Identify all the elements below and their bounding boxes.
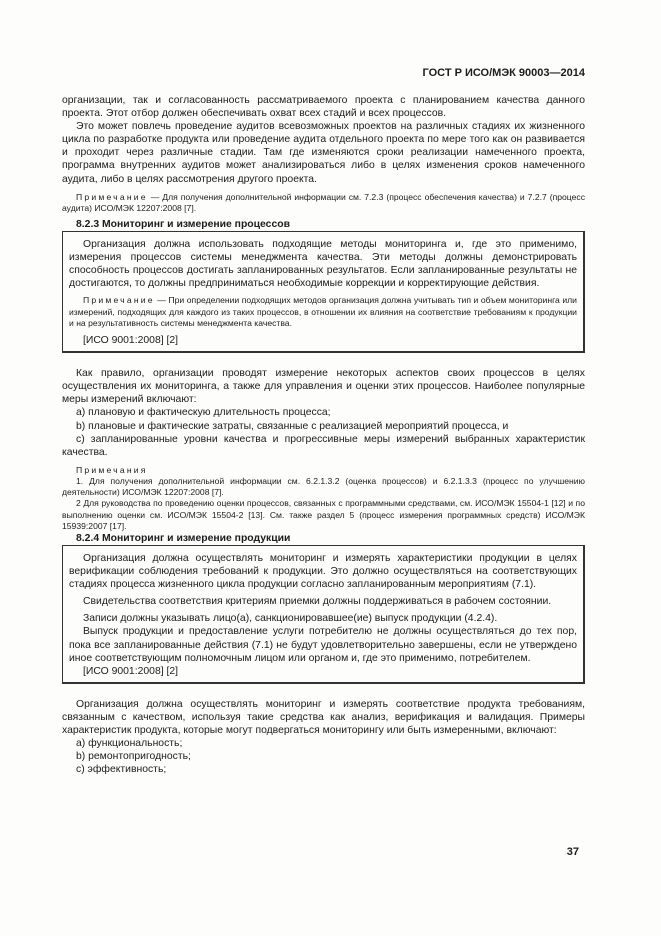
- notes-2-label: Примечания: [76, 464, 148, 475]
- document-header: ГОСТ Р ИСО/МЭК 90003—2014: [422, 67, 585, 79]
- page-body: [62, 0, 585, 776]
- note-1-label: Примечание: [76, 191, 148, 202]
- box-2-para-1: Организация должна осуществлять мониторинг и измерять характеристики продукции в целях верификации соблюдения требований к продукции. Это должно осуществляться на соответствующих стадиях процесса жизненного цикла продукции согласно запланированным мероприятиям (7.1).: [69, 553, 577, 591]
- section-8-2-4-title: 8.2.4 Мониторинг и измерение продукции: [76, 533, 291, 545]
- section-8-2-3-title: 8.2.3 Мониторинг и измерение процессов: [76, 219, 290, 231]
- paragraph-4: Организация должна осуществлять мониторинг и измерять соответствие продукта требованиям, связанным с качеством, используя такие средства как анализ, верификация и валидация. Примеры характеристик продукта, которые могут подвергаться мониторингу или быть измеренными, включают:: [62, 698, 585, 737]
- box-1-text: Организация должна использовать подходящие методы мониторинга и, где это применимо, измерения процессов системы менеджмента качества. Эти методы должны демонстрировать способность процессов достигать запланированных результатов. Если запланированные результаты не достигаются, то должны предприниматься необходимые коррекции и корректирующие действия.: [69, 239, 577, 290]
- box-2-para-4: Выпуск продукции и предоставление услуги потребителю не должны осуществляться до тех пор, пока все запланированные действия (7.1) не будут удовлетворительно завершены, если не утверждено иное соответствующим полномочным лицом или органом и, где это применимо, потребителем.: [69, 626, 577, 664]
- notes-2-item-1: 1. Для получения дополнительной информации см. 6.2.1.3.2 (оценка процессов) и 6.2.1.3.3 (процесс по улучшению деятельности) ИСО/МЭК 12207:2008 [7].: [62, 476, 585, 498]
- box-1-note-label: Примечание: [83, 295, 155, 306]
- notes-2-item-2: 2 Для руководства по проведению оценки процессов, связанных с программными средствами, см. ИСО/МЭК 15504-1 [12] и по выполнению оценки см. ИСО/МЭК 15504-2 [13]. См. также раздел 5 (процесс измерения программных средств) ИСО/МЭК 15939:2007 [17].: [62, 498, 585, 531]
- note-1: [62, 192, 585, 214]
- list-2-item-a: a) функциональность;: [76, 738, 183, 750]
- list-1-item-a: a) плановую и фактическую длительность процесса;: [76, 407, 331, 419]
- paragraph-3: Как правило, организации проводят измерение некоторых аспектов своих процессов в целях осуществления их мониторинга, а также для управления и оценки этих процессов. Наиболее популярные меры измерений включают:: [62, 368, 585, 406]
- paragraph-2: Это может повлечь проведение аудитов всевозможных проектов на различных стадиях их жизненного цикла по разработке продукта или проведение аудита отдельного проекта по мере того как он развивается и проходит через различные стадии. Там где изменяются сроки реализации намеченного проекта, программа внутренних аудитов может анализироваться либо в целях изменения сроков намеченного аудита, либо в целях рассмотрения другого проекта.: [62, 121, 585, 185]
- box-1-note-text: — При определении подходящих методов организация должна учитывать тип и объем мониторинга или измерений, подходящих для каждого из таких процессов, в отношении их влияния на соответствие требованиям к продукции и на результативность системы менеджмента качества.: [69, 295, 577, 328]
- box-1-reference: [ИСО 9001:2008] [2]: [83, 335, 179, 347]
- box-2-para-3: Записи должны указывать лицо(а), санкционировавшее(ие) выпуск продукции (4.2.4).: [83, 613, 498, 625]
- quote-box-8-2-3: [62, 231, 585, 353]
- list-1-item-b: b) плановые и фактические затраты, связанные с реализацией мероприятий процесса, и: [76, 420, 509, 432]
- box-2-para-2: Свидетельства соответствия критериям приемки должны поддерживаться в рабочем состоянии.: [83, 596, 552, 608]
- box-2-reference: [ИСО 9001:2008] [2]: [83, 665, 179, 677]
- note-1-text: — Для получения дополнительной информации см. 7.2.3 (процесс обеспечения качества) и 7.2.7 (процесс аудита) ИСО/МЭК 12207:2008 [7].: [62, 191, 585, 213]
- box-1-note: [69, 295, 577, 329]
- quote-box-8-2-4: [62, 545, 585, 684]
- list-1-item-c: c) запланированные уровни качества и прогрессивные меры измерений выбранных характеристик качества.: [62, 433, 585, 458]
- page-number: 37: [566, 846, 579, 858]
- list-2-item-c: c) эффективность;: [76, 764, 167, 776]
- paragraph-1: организации, так и согласованность рассматриваемого проекта с планированием качества данного проекта. Этот отбор должен обеспечивать охват всех стадий и всех процессов.: [62, 95, 585, 120]
- list-2-item-b: b) ремонтопригодность;: [76, 751, 191, 763]
